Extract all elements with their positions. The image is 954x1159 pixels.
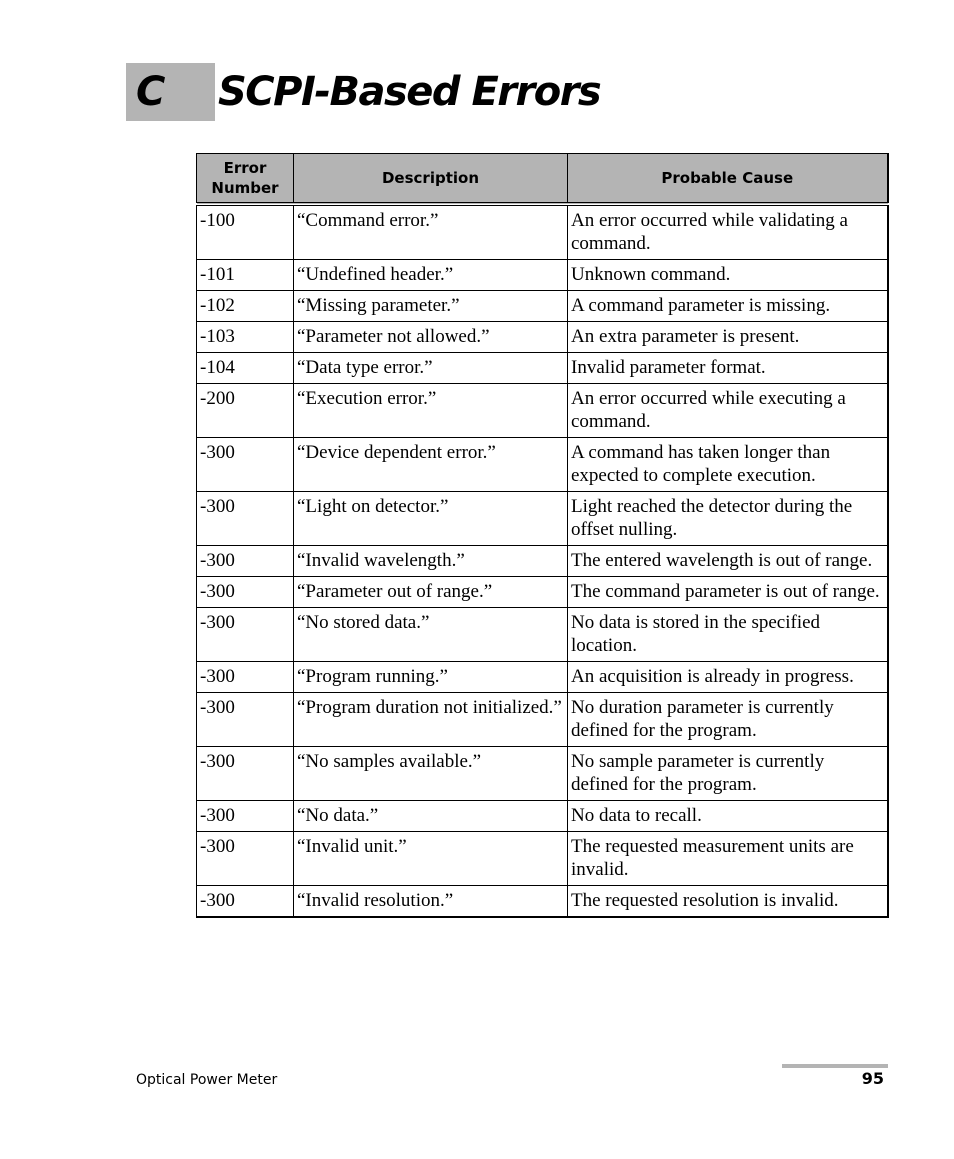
cell-probable-cause: No data to recall. bbox=[568, 801, 888, 832]
cell-probable-cause: An error occurred while validating a command. bbox=[568, 204, 888, 260]
cell-description: “Data type error.” bbox=[294, 353, 568, 384]
cell-error-number: -300 bbox=[197, 608, 294, 662]
table-row bbox=[197, 577, 888, 608]
table-row bbox=[197, 438, 888, 492]
cell-error-number: -200 bbox=[197, 384, 294, 438]
cell-error-number: -300 bbox=[197, 438, 294, 492]
table-row bbox=[197, 291, 888, 322]
cell-probable-cause: An error occurred while executing a command. bbox=[568, 384, 888, 438]
table-row bbox=[197, 492, 888, 546]
cell-error-number: -300 bbox=[197, 801, 294, 832]
table-row bbox=[197, 832, 888, 886]
cell-error-number: -103 bbox=[197, 322, 294, 353]
table-body bbox=[197, 204, 888, 917]
cell-description: “Invalid wavelength.” bbox=[294, 546, 568, 577]
page-title: SCPI-Based Errors bbox=[218, 69, 601, 115]
error-table bbox=[196, 153, 889, 918]
cell-probable-cause: The requested resolution is invalid. bbox=[568, 886, 888, 918]
cell-error-number: -300 bbox=[197, 546, 294, 577]
cell-description: “No stored data.” bbox=[294, 608, 568, 662]
table-row bbox=[197, 662, 888, 693]
cell-probable-cause: The requested measurement units are invalid. bbox=[568, 832, 888, 886]
cell-error-number: -300 bbox=[197, 492, 294, 546]
table-row bbox=[197, 260, 888, 291]
cell-error-number: -300 bbox=[197, 886, 294, 918]
cell-description: “Execution error.” bbox=[294, 384, 568, 438]
cell-probable-cause: No duration parameter is currently defined for the program. bbox=[568, 693, 888, 747]
table-row bbox=[197, 384, 888, 438]
header-error-number: Error Number bbox=[197, 154, 294, 205]
table-row bbox=[197, 886, 888, 918]
cell-probable-cause: No sample parameter is currently defined for the program. bbox=[568, 747, 888, 801]
cell-description: “Invalid unit.” bbox=[294, 832, 568, 886]
cell-probable-cause: The command parameter is out of range. bbox=[568, 577, 888, 608]
cell-probable-cause: Light reached the detector during the offset nulling. bbox=[568, 492, 888, 546]
cell-description: “Program duration not initialized.” bbox=[294, 693, 568, 747]
cell-probable-cause: An extra parameter is present. bbox=[568, 322, 888, 353]
table-row bbox=[197, 204, 888, 260]
cell-description: “Missing parameter.” bbox=[294, 291, 568, 322]
table-row bbox=[197, 353, 888, 384]
table-row bbox=[197, 546, 888, 577]
cell-description: “Command error.” bbox=[294, 204, 568, 260]
table-row bbox=[197, 801, 888, 832]
cell-description: “Parameter out of range.” bbox=[294, 577, 568, 608]
cell-probable-cause: Invalid parameter format. bbox=[568, 353, 888, 384]
cell-description: “No data.” bbox=[294, 801, 568, 832]
header-probable-cause: Probable Cause bbox=[568, 154, 888, 205]
table-header-row bbox=[197, 154, 888, 205]
cell-error-number: -300 bbox=[197, 662, 294, 693]
cell-description: “Program running.” bbox=[294, 662, 568, 693]
cell-error-number: -300 bbox=[197, 577, 294, 608]
header-description: Description bbox=[294, 154, 568, 205]
cell-description: “Parameter not allowed.” bbox=[294, 322, 568, 353]
cell-description: “Light on detector.” bbox=[294, 492, 568, 546]
cell-error-number: -300 bbox=[197, 832, 294, 886]
cell-error-number: -300 bbox=[197, 747, 294, 801]
cell-error-number: -101 bbox=[197, 260, 294, 291]
cell-description: “Device dependent error.” bbox=[294, 438, 568, 492]
cell-error-number: -102 bbox=[197, 291, 294, 322]
cell-description: “Invalid resolution.” bbox=[294, 886, 568, 918]
cell-probable-cause: A command has taken longer than expected to complete execution. bbox=[568, 438, 888, 492]
cell-probable-cause: The entered wavelength is out of range. bbox=[568, 546, 888, 577]
cell-probable-cause: An acquisition is already in progress. bbox=[568, 662, 888, 693]
footer-product-name: Optical Power Meter bbox=[136, 1072, 278, 1088]
table-row bbox=[197, 693, 888, 747]
cell-probable-cause: No data is stored in the specified location. bbox=[568, 608, 888, 662]
table-row bbox=[197, 608, 888, 662]
page-number: 95 bbox=[861, 1069, 884, 1088]
chapter-letter: C bbox=[136, 69, 166, 115]
cell-probable-cause: Unknown command. bbox=[568, 260, 888, 291]
cell-error-number: -104 bbox=[197, 353, 294, 384]
table-row bbox=[197, 322, 888, 353]
cell-probable-cause: A command parameter is missing. bbox=[568, 291, 888, 322]
cell-description: “No samples available.” bbox=[294, 747, 568, 801]
cell-error-number: -300 bbox=[197, 693, 294, 747]
table-row bbox=[197, 747, 888, 801]
cell-error-number: -100 bbox=[197, 204, 294, 260]
footer-rule bbox=[782, 1064, 888, 1068]
cell-description: “Undefined header.” bbox=[294, 260, 568, 291]
